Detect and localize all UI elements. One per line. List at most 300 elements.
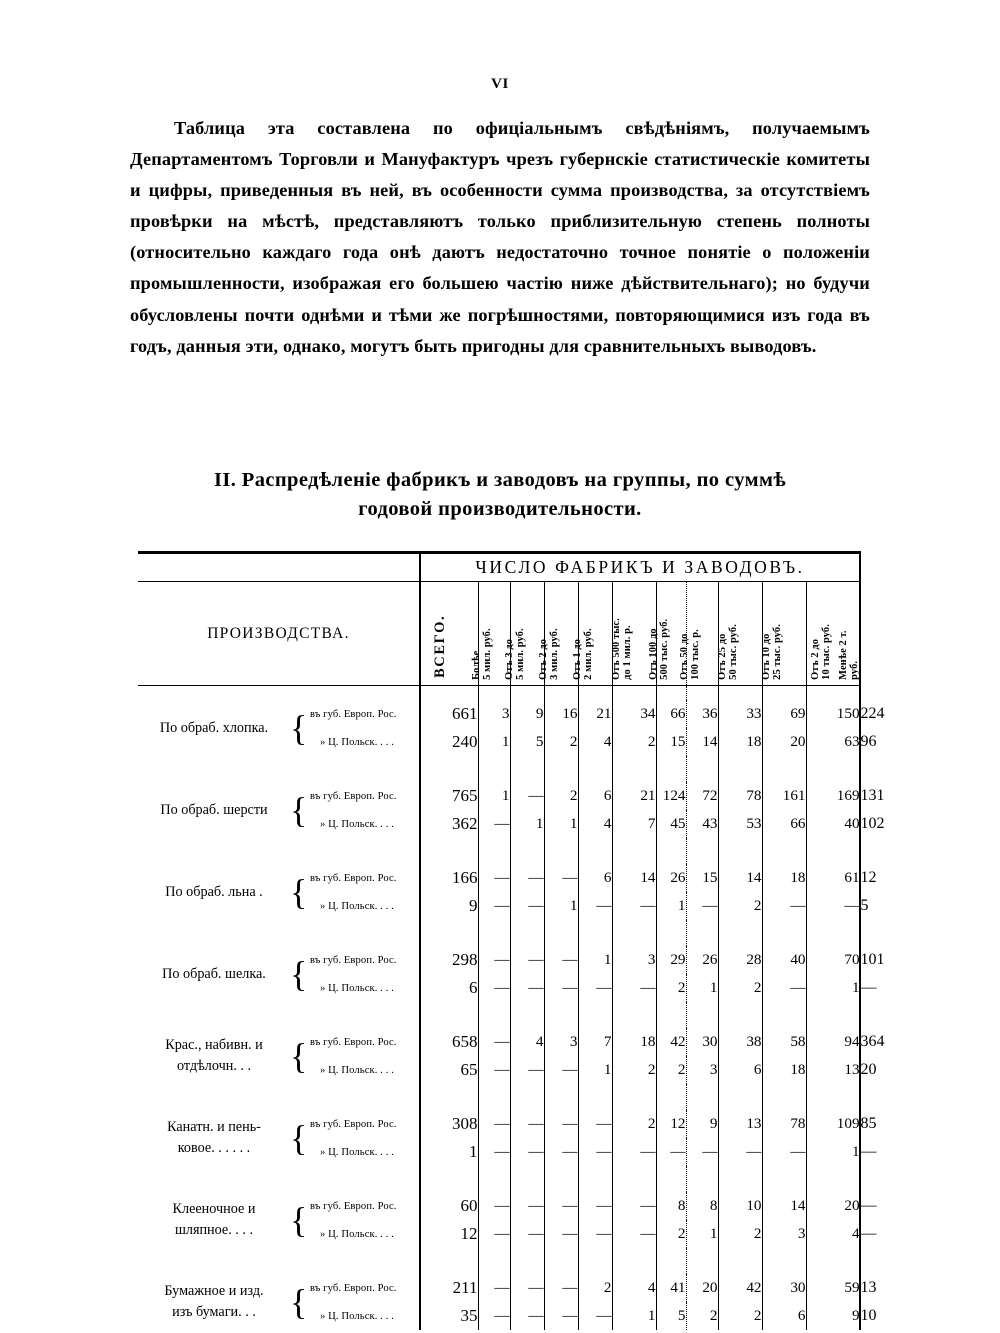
group-label-line2: ковое. . . . . . (177, 1140, 251, 1156)
cell-c9: 169 (806, 782, 860, 810)
cell-total: 211 (420, 1274, 478, 1302)
cell-c8: — (762, 974, 806, 1002)
cell-c9: 150 (806, 700, 860, 728)
cell-c8: 3 (762, 1220, 806, 1248)
cell-total: 60 (420, 1192, 478, 1220)
cell-c1: — (510, 974, 544, 1002)
cell-c3: — (578, 974, 612, 1002)
cell-c5: 26 (670, 869, 686, 886)
header-col-5-line1: Отъ 100 до (648, 628, 660, 680)
cell-c5: 12 (670, 1115, 686, 1132)
gap-c9 (806, 1166, 860, 1192)
page-number: VI (491, 76, 509, 92)
brace-icon: { (290, 1118, 308, 1158)
brace-icon: { (290, 954, 308, 994)
header-col-7-line2: 50 тыс. руб. (728, 624, 740, 680)
gap-c9 (806, 1002, 860, 1028)
gap-c0 (478, 1248, 510, 1274)
cell-c2: — (544, 1192, 578, 1220)
table-row: » Ц. Польск. . . . 65 — — — 1 2 2 3 6 18 13 20 (138, 1056, 860, 1084)
cell-c1: — (510, 1110, 544, 1138)
gap-left (138, 1002, 420, 1028)
cell-c7: 2 (718, 1302, 762, 1330)
header-col-10-line2: руб. (849, 661, 861, 680)
header-col-5-line2: 500 тыс. руб. (659, 618, 671, 680)
cell-c2: 16 (544, 700, 578, 728)
cell-c8: 14 (762, 1192, 806, 1220)
cell-c1: — (510, 1302, 544, 1330)
subrow-label: » Ц. Польск. . . . (320, 818, 395, 830)
cell-total: 765 (420, 782, 478, 810)
cell-c2: 2 (544, 728, 578, 756)
cell-c3: 6 (578, 864, 612, 892)
header-col-8 (762, 582, 806, 686)
table-row: » Ц. Польск. . . . 362 — 1 1 4 7 45 43 53 66 40 102 (138, 810, 860, 838)
subrow-label: въ губ. Европ. Рос. (310, 790, 397, 802)
cell-total: 298 (420, 946, 478, 974)
gap-c0 (478, 920, 510, 946)
rule-vsego (420, 686, 478, 701)
cell-c2: — (544, 1220, 578, 1248)
cell-c5: 2 (677, 1061, 686, 1078)
cell-c5: 15 (670, 733, 686, 750)
rule-left (138, 686, 420, 701)
gap-c2 (544, 1084, 578, 1110)
table-row: » Ц. Польск. . . . 1 — — — — — — — — — 1 — (138, 1138, 860, 1166)
cell-c8: 18 (762, 864, 806, 892)
rule-c7 (718, 686, 762, 701)
gap-c7 (718, 756, 762, 782)
cell-c1: 4 (510, 1028, 544, 1056)
cell-c1: — (510, 1056, 544, 1084)
gap-c5 (656, 1166, 686, 1192)
cell-c1: — (510, 946, 544, 974)
table-row: » Ц. Польск. . . . 12 — — — — — 2 1 2 3 4 — (138, 1220, 860, 1248)
cell-c9: — (806, 892, 860, 920)
cell-total: 1 (420, 1138, 478, 1166)
cell-c7: 13 (718, 1110, 762, 1138)
table-header-row (138, 582, 860, 686)
rule-c4 (612, 686, 656, 701)
table-row-gap (138, 1166, 860, 1192)
cell-c6: 30 (686, 1028, 718, 1056)
gap-c6 (686, 756, 718, 782)
cell-c2: 2 (544, 782, 578, 810)
header-col-3-line1: Отъ 1 до (572, 639, 584, 680)
cell-c4: 14 (612, 864, 656, 892)
header-col-9-line1: Отъ 2 до (810, 639, 822, 680)
cell-c1: — (510, 1138, 544, 1166)
gap-c7 (718, 1248, 762, 1274)
gap-c6 (686, 838, 718, 864)
header-col-10-line1: Менѣе 2 т. (837, 630, 849, 680)
cell-total: 362 (420, 810, 478, 838)
cell-c3: 1 (578, 1056, 612, 1084)
table-row-gap (138, 1248, 860, 1274)
cell-c2: 1 (544, 892, 578, 920)
table-row: » Ц. Польск. . . . 9 — — 1 — — 1 — 2 — — 5 (138, 892, 860, 920)
cell-c6: 20 (686, 1274, 718, 1302)
cell-c7: 2 (718, 974, 762, 1002)
rule-c1 (510, 686, 544, 701)
group-label (138, 1274, 290, 1330)
header-col-7-line1: Отъ 25 до (717, 633, 729, 680)
group-label-line2: изъ бумаги. . . (172, 1304, 256, 1320)
cell-c9: 20 (806, 1192, 860, 1220)
section-heading-line-1: II. Распредѣленіе фабрикъ и заводовъ на группы, по суммѣ (213, 469, 787, 491)
gap-c9 (806, 838, 860, 864)
gap-c9 (806, 756, 860, 782)
table-row: » Ц. Польск. . . . 6 — — — — — 2 1 2 — 1 — (138, 974, 860, 1002)
cell-c2: — (544, 946, 578, 974)
cell-c0: — (478, 864, 510, 892)
cell-c6: 9 (686, 1110, 718, 1138)
cell-c4: 3 (612, 946, 656, 974)
group-label-line1: Крас., набивн. и (165, 1037, 263, 1053)
gap-c3 (578, 756, 612, 782)
gap-c1 (510, 1002, 544, 1028)
header-col-0-line1: Болѣе (471, 650, 483, 680)
cell-c4: — (612, 1220, 656, 1248)
header-col-8-line2: 25 тыс. руб. (772, 624, 784, 680)
table-row: Канатн. и пень- ковое. . . . . . { въ губ. Европ. Рос. 308 — — — — 2 12 9 13 78 109 85 (138, 1110, 860, 1138)
header-vsego (420, 582, 478, 686)
cell-c1: — (510, 1192, 544, 1220)
header-col-1-line2: 5 мил. руб. (515, 628, 527, 680)
gap-c3 (578, 1166, 612, 1192)
header-col-2-line1: Отъ 2 до (538, 639, 550, 680)
cell-c0: — (478, 974, 510, 1002)
cell-c4: 2 (612, 1056, 656, 1084)
header-col-8-line1: Отъ 10 до (761, 633, 773, 680)
cell-c7: 10 (718, 1192, 762, 1220)
gap-c9 (806, 1248, 860, 1274)
subrow-label: въ губ. Европ. Рос. (310, 1036, 397, 1048)
cell-c2: — (544, 1302, 578, 1330)
gap-c4 (612, 1084, 656, 1110)
cell-total: 661 (420, 700, 478, 728)
gap-c3 (578, 1002, 612, 1028)
cell-c4: — (612, 1192, 656, 1220)
gap-c2 (544, 1166, 578, 1192)
gap-left (138, 1248, 420, 1274)
cell-c6: 3 (686, 1056, 718, 1084)
cell-c4: — (612, 1138, 656, 1166)
cell-c0: — (478, 1192, 510, 1220)
cell-c5: 5 (677, 1307, 686, 1324)
cell-c3: 2 (578, 1274, 612, 1302)
cell-c2: 1 (544, 810, 578, 838)
group-label-line2: отдѣлочн. . . (176, 1058, 252, 1074)
gap-c5 (656, 1084, 686, 1110)
gap-c2 (544, 920, 578, 946)
statistics-table-wrapper (138, 551, 885, 1325)
subrow-label: въ губ. Европ. Рос. (310, 1118, 397, 1130)
cell-c8: 66 (762, 810, 806, 838)
cell-c9: 63 (806, 728, 860, 756)
group-label (138, 864, 290, 920)
gap-c2 (544, 756, 578, 782)
gap-c8 (762, 1166, 806, 1192)
rule-c8 (762, 686, 806, 701)
cell-c4: 1 (612, 1302, 656, 1330)
cell-c0: 3 (478, 700, 510, 728)
cell-c5: 2 (677, 1225, 686, 1242)
cell-c8: — (762, 892, 806, 920)
cell-c7: 6 (718, 1056, 762, 1084)
cell-c2: — (544, 974, 578, 1002)
group-label-line1: По обраб. шелка. (162, 965, 266, 982)
cell-c5: 29 (670, 951, 686, 968)
cell-c1: 1 (510, 810, 544, 838)
gap-c6 (686, 1166, 718, 1192)
cell-c5: 124 (662, 787, 686, 804)
cell-total: 12 (420, 1220, 478, 1248)
cell-c3: 4 (578, 728, 612, 756)
gap-vsego (420, 920, 478, 946)
cell-c3: 1 (578, 946, 612, 974)
gap-c9 (806, 1084, 860, 1110)
table-row-gap (138, 920, 860, 946)
cell-c2: — (544, 864, 578, 892)
gap-c8 (762, 1002, 806, 1028)
brace-icon: { (290, 1282, 308, 1322)
cell-c8: 58 (762, 1028, 806, 1056)
gap-c5 (656, 838, 686, 864)
brace-icon: { (290, 790, 308, 830)
cell-c7: 18 (718, 728, 762, 756)
cell-c5: 2 (677, 979, 686, 996)
gap-c7 (718, 920, 762, 946)
rule-c9 (806, 686, 860, 701)
header-col-6-line2: 100 тыс. р. (690, 629, 702, 680)
cell-c8: 20 (762, 728, 806, 756)
cell-c0: — (478, 1220, 510, 1248)
cell-total: 9 (420, 892, 478, 920)
brace-icon: { (290, 1200, 308, 1240)
cell-c9: 4 (806, 1220, 860, 1248)
cell-c1: — (510, 782, 544, 810)
cell-c3: — (578, 1220, 612, 1248)
table-banner-row (138, 553, 860, 582)
table-row: » Ц. Польск. . . . 240 1 5 2 4 2 15 14 18 20 63 96 (138, 728, 860, 756)
cell-c7: 2 (718, 1220, 762, 1248)
cell-c8: 18 (762, 1056, 806, 1084)
gap-vsego (420, 838, 478, 864)
group-label-line2: шляпное. . . . (174, 1222, 254, 1238)
gap-vsego (420, 1002, 478, 1028)
subrow-label: » Ц. Польск. . . . (320, 1228, 395, 1240)
cell-c0: — (478, 946, 510, 974)
statistics-table (138, 551, 885, 1330)
group-label-line1: По обраб. хлопка. (159, 719, 269, 736)
cell-c5: 1 (677, 897, 686, 914)
gap-c1 (510, 1084, 544, 1110)
cell-c0: — (478, 892, 510, 920)
table-body (138, 700, 885, 1330)
cell-c8: 69 (762, 700, 806, 728)
cell-c5: — (670, 1143, 686, 1160)
cell-c7: 28 (718, 946, 762, 974)
cell-c6: 43 (686, 810, 718, 838)
gap-left (138, 756, 420, 782)
table-row-gap (138, 756, 860, 782)
gap-c3 (578, 1248, 612, 1274)
group-label-line1: Канатн. и пень- (167, 1119, 261, 1135)
cell-c5: 45 (670, 815, 686, 832)
cell-c1: — (510, 1220, 544, 1248)
cell-c9: 70 (806, 946, 860, 974)
brace-icon: { (290, 1036, 308, 1076)
rule-c6 (686, 686, 718, 701)
gap-left (138, 920, 420, 946)
cell-c5: 42 (670, 1033, 686, 1050)
cell-c4: — (612, 892, 656, 920)
cell-c7: 2 (718, 892, 762, 920)
gap-c4 (612, 1002, 656, 1028)
group-label (138, 946, 290, 1002)
gap-left (138, 1166, 420, 1192)
cell-c7: 38 (718, 1028, 762, 1056)
gap-c3 (578, 1084, 612, 1110)
cell-c0: — (478, 1110, 510, 1138)
cell-total: 65 (420, 1056, 478, 1084)
gap-c1 (510, 756, 544, 782)
cell-total: 6 (420, 974, 478, 1002)
gap-c7 (718, 1084, 762, 1110)
cell-c6: 36 (686, 700, 718, 728)
group-label-line1: Клееночное и (172, 1201, 256, 1217)
group-label (138, 1028, 290, 1084)
cell-c2: — (544, 1274, 578, 1302)
cell-c0: — (478, 1056, 510, 1084)
cell-c9: 59 (806, 1274, 860, 1302)
gap-c9 (806, 920, 860, 946)
cell-c3: — (578, 1110, 612, 1138)
cell-c4: 21 (612, 782, 656, 810)
header-col-4-line1: Отъ 500 тыс. (611, 618, 623, 680)
cell-total: 308 (420, 1110, 478, 1138)
rule-c0 (478, 686, 510, 701)
cell-c1: — (510, 892, 544, 920)
group-label-line1: Бумажное и изд. (164, 1283, 264, 1299)
cell-c4: — (612, 974, 656, 1002)
brace-icon: { (290, 708, 308, 748)
gap-c6 (686, 1084, 718, 1110)
group-label (138, 1192, 290, 1248)
group-label (138, 700, 290, 756)
gap-c6 (686, 1248, 718, 1274)
gap-c2 (544, 1248, 578, 1274)
cell-c9: 61 (806, 864, 860, 892)
cell-c8: — (762, 1138, 806, 1166)
gap-c8 (762, 920, 806, 946)
cell-c0: — (478, 1274, 510, 1302)
gap-vsego (420, 1166, 478, 1192)
gap-c4 (612, 838, 656, 864)
gap-c7 (718, 838, 762, 864)
gap-left (138, 1084, 420, 1110)
gap-c5 (656, 920, 686, 946)
cell-c3: — (578, 892, 612, 920)
cell-c4: 2 (612, 728, 656, 756)
cell-c4: 7 (612, 810, 656, 838)
cell-c4: 2 (612, 1110, 656, 1138)
header-bottom-rule (138, 686, 860, 701)
rule-c5 (656, 686, 686, 701)
header-col-7 (718, 582, 762, 686)
section-heading (130, 466, 870, 524)
cell-c0: — (478, 1028, 510, 1056)
table-row: По обраб. льна . { въ губ. Европ. Рос. 166 — — — 6 14 26 15 14 18 61 12 (138, 864, 860, 892)
group-label-line1: По обраб. шерсти (160, 801, 268, 818)
rule-c2 (544, 686, 578, 701)
cell-c6: 15 (686, 864, 718, 892)
cell-c9: 9 (806, 1302, 860, 1330)
cell-c9: 1 (806, 974, 860, 1002)
cell-c2: — (544, 1138, 578, 1166)
cell-c8: 30 (762, 1274, 806, 1302)
cell-c5: 66 (670, 705, 686, 722)
header-col-4-line2: до 1 мил. р. (622, 625, 634, 680)
gap-c4 (612, 1166, 656, 1192)
cell-c0: — (478, 1302, 510, 1330)
table-row-gap (138, 1002, 860, 1028)
header-col-6 (679, 582, 718, 686)
cell-c7: 53 (718, 810, 762, 838)
cell-c3: 4 (578, 810, 612, 838)
gap-c2 (544, 1002, 578, 1028)
gap-c4 (612, 756, 656, 782)
cell-total: 35 (420, 1302, 478, 1330)
group-label (138, 782, 290, 838)
gap-c0 (478, 1166, 510, 1192)
table-row: » Ц. Польск. . . . 35 — — — — 1 5 2 2 6 9 10 (138, 1302, 860, 1330)
cell-c7: — (718, 1138, 762, 1166)
table-row: Клееночное и шляпное. . . . { въ губ. Европ. Рос. 60 — — — — — 8 8 10 14 20 — (138, 1192, 860, 1220)
gap-c8 (762, 1248, 806, 1274)
table-row-gap (138, 838, 860, 864)
cell-total: 658 (420, 1028, 478, 1056)
subrow-label: » Ц. Польск. . . . (320, 1146, 395, 1158)
cell-c5: 8 (677, 1197, 686, 1214)
subrow-label: » Ц. Польск. . . . (320, 736, 395, 748)
cell-c1: — (510, 1274, 544, 1302)
cell-c6: 8 (686, 1192, 718, 1220)
cell-c0: 1 (478, 782, 510, 810)
gap-c0 (478, 756, 510, 782)
subrow-label: въ губ. Европ. Рос. (310, 1200, 397, 1212)
gap-c5 (656, 1002, 686, 1028)
gap-c8 (762, 1084, 806, 1110)
cell-c6: — (686, 892, 718, 920)
cell-c6: 72 (686, 782, 718, 810)
cell-c4: 34 (612, 700, 656, 728)
gap-c2 (544, 838, 578, 864)
cell-c3: — (578, 1302, 612, 1330)
cell-c8: 161 (762, 782, 806, 810)
cell-c7: 42 (718, 1274, 762, 1302)
cell-c8: 6 (762, 1302, 806, 1330)
gap-c3 (578, 838, 612, 864)
header-productions: ПРОИЗВОДСТВА. (138, 582, 420, 686)
cell-c9: 109 (806, 1110, 860, 1138)
cell-c6: 26 (686, 946, 718, 974)
gap-c8 (762, 756, 806, 782)
cell-c7: 14 (718, 864, 762, 892)
gap-vsego (420, 1084, 478, 1110)
header-col-9-line2: 10 тыс. руб. (821, 624, 833, 680)
